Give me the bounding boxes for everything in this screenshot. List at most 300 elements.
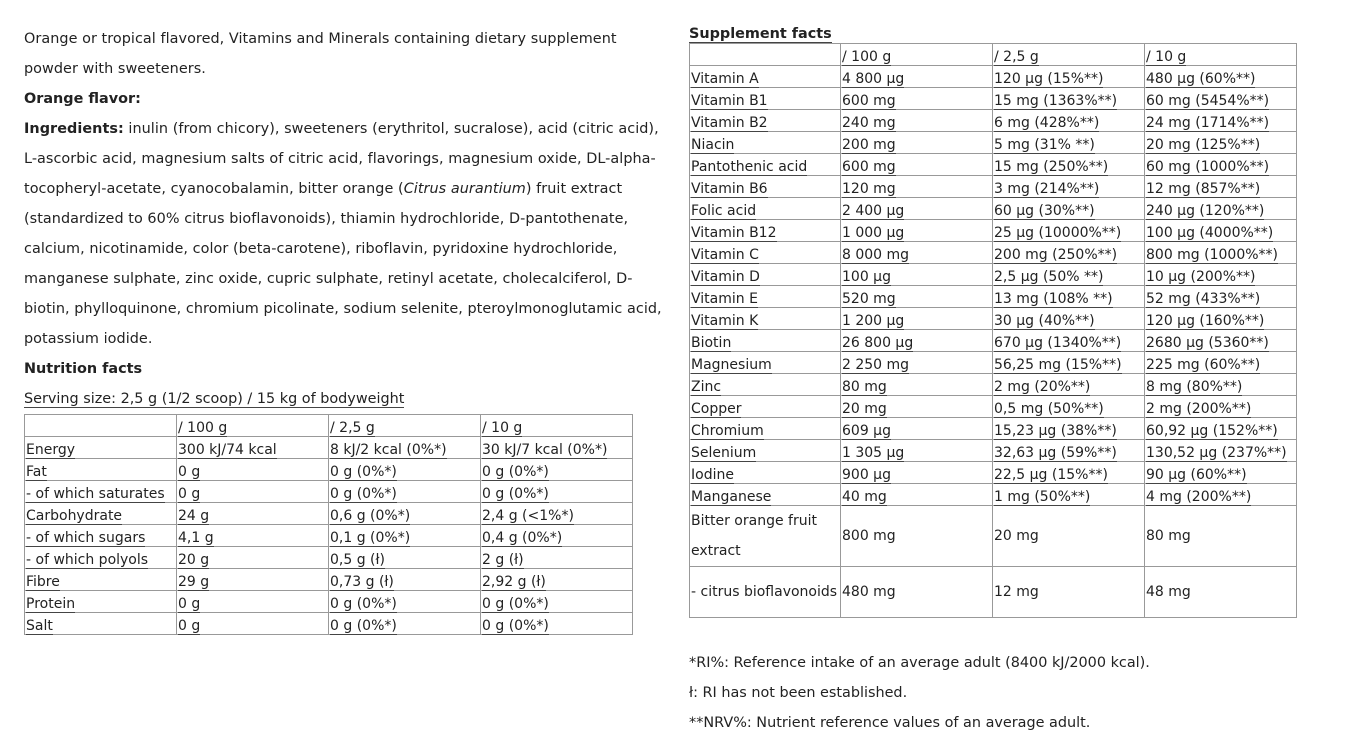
table-cell [841,506,993,567]
cell-text: 20 mg [994,528,1039,544]
table-cell [841,440,993,462]
cell-text: 225 mg (60%**) [1146,357,1261,373]
cell-text: 2 mg (20%**) [994,379,1091,395]
table-row [25,547,633,569]
table-cell [690,506,841,567]
cell-text: 120 µg (15%**) [994,71,1104,87]
cell-text: 1 305 µg [842,445,905,461]
table-cell [993,330,1145,352]
cell-text: 200 mg [842,137,896,153]
cell-text: 15 mg (1363%**) [994,93,1118,109]
cell-text: 0 g (0%*) [330,486,397,502]
table-row [25,569,633,591]
cell-text: 0,6 g (0%*) [330,508,411,524]
cell-text: 600 mg [842,159,896,175]
cell-text: 520 mg [842,291,896,307]
table-cell [993,198,1145,220]
cell-text: 240 µg (120%**) [1146,203,1265,219]
cell-text: Vitamin D [691,269,760,285]
table-cell [690,66,841,88]
ingredients-text [24,114,674,354]
cell-text: 0 g [178,618,201,634]
cell-text: 60,92 µg (152%**) [1146,423,1278,439]
table-cell [481,415,633,437]
cell-text: 25 µg (10000%**) [994,225,1122,241]
cell-text: 60 µg (30%**) [994,203,1095,219]
table-cell [690,440,841,462]
table-cell [1145,132,1297,154]
table-cell [1145,66,1297,88]
table-cell [690,374,841,396]
cell-text: 32,63 µg (59%**) [994,445,1117,461]
cell-text: 670 µg (1340%**) [994,335,1122,351]
cell-text: 200 mg (250%**) [994,247,1118,263]
supplement-facts-title-text: Supplement facts [689,26,832,42]
table-cell [177,437,329,459]
cell-text: 60 mg (1000%**) [1146,159,1270,175]
cell-text: 609 µg [842,423,891,439]
table-cell [841,567,993,618]
cell-text: / 100 g [178,420,228,436]
cell-text: 600 mg [842,93,896,109]
table-row [690,396,1297,418]
table-row [25,459,633,481]
cell-text: 30 kJ/7 kcal (0%*) [482,442,608,458]
footnote-not-established: ł: RI has not been established. [689,685,908,701]
cell-text: Manganese [691,489,772,505]
cell-text: 0 g [178,486,201,502]
cell-text: 15 mg (250%**) [994,159,1109,175]
cell-text: 240 mg [842,115,896,131]
cell-text: 30 µg (40%**) [994,313,1095,329]
cell-text: Fat [26,464,47,480]
table-row [690,374,1297,396]
table-cell [841,352,993,374]
table-row [690,132,1297,154]
table-cell [177,503,329,525]
table-cell [481,569,633,591]
cell-text: 5 mg (31% **) [994,137,1095,153]
table-cell [481,613,633,635]
table-row [25,503,633,525]
table-cell [690,220,841,242]
cell-text: / 10 g [482,420,523,436]
table-cell [690,110,841,132]
table-row [690,462,1297,484]
table-cell [1145,286,1297,308]
table-cell [690,418,841,440]
table-cell [841,396,993,418]
table-cell [481,459,633,481]
table-cell [329,437,481,459]
table-cell [1145,308,1297,330]
cell-text: 0 g [178,464,201,480]
cell-text: Niacin [691,137,735,153]
table-cell [841,330,993,352]
cell-text: 2,5 µg (50% **) [994,269,1104,285]
table-cell [690,567,841,618]
table-cell [329,591,481,613]
table-cell [690,198,841,220]
table-cell [690,308,841,330]
table-cell [841,484,993,506]
cell-text: 800 mg [842,528,896,544]
table-cell [841,44,993,66]
cell-text: Copper [691,401,742,417]
table-cell [1145,88,1297,110]
table-cell [25,481,177,503]
table-cell [993,132,1145,154]
table-cell [841,462,993,484]
table-cell [1145,154,1297,176]
cell-text: 100 µg (4000%**) [1146,225,1274,241]
cell-text: 0 g (0%*) [330,464,397,480]
cell-text: Chromium [691,423,764,439]
product-description: Orange or tropical flavored, Vitamins and Minerals containing dietary supplement powder with sweeteners. [24,31,617,77]
table-row [690,88,1297,110]
footnote-nrv: **NRV%: Nutrient reference values of an average adult. [689,715,1091,731]
table-cell [177,591,329,613]
table-cell [841,286,993,308]
cell-text: Fibre [26,574,60,590]
table-row [690,440,1297,462]
table-cell [993,66,1145,88]
table-cell [841,154,993,176]
table-cell [690,242,841,264]
cell-text: 0,4 g (0%*) [482,530,563,546]
cell-text: Energy [26,442,76,458]
table-cell [25,459,177,481]
table-cell [690,396,841,418]
cell-text: 20 mg [842,401,887,417]
cell-text: 300 kJ/74 kcal [178,442,277,458]
cell-text: 1 200 µg [842,313,905,329]
cell-text: 8 mg (80%**) [1146,379,1243,395]
table-cell [1145,567,1297,618]
table-cell [841,264,993,286]
table-cell [177,415,329,437]
cell-text: Pantothenic acid [691,159,808,175]
table-row [690,44,1297,66]
table-row [690,176,1297,198]
cell-text: 4,1 g [178,530,214,546]
table-cell [177,459,329,481]
table-cell [841,176,993,198]
table-cell [690,132,841,154]
table-row [25,613,633,635]
cell-text: 2680 µg (5360**) [1146,335,1269,351]
cell-text: 0 g (0%*) [482,596,549,612]
cell-text: 20 mg (125%**) [1146,137,1261,153]
cell-text: 48 mg [1146,584,1191,600]
table-cell [841,418,993,440]
cell-text: Salt [26,618,53,634]
cell-text: Folic acid [691,203,757,219]
table-cell [993,440,1145,462]
table-cell [177,613,329,635]
cell-text: 2 250 mg [842,357,910,373]
cell-text: / 2,5 g [994,49,1039,65]
cell-text: 0 g (0%*) [330,618,397,634]
table-cell [993,44,1145,66]
table-cell [25,547,177,569]
table-cell [690,484,841,506]
table-cell [841,198,993,220]
cell-text: 29 g [178,574,210,590]
table-cell [481,503,633,525]
table-cell [993,396,1145,418]
table-cell [1145,176,1297,198]
table-cell [690,264,841,286]
table-cell [841,66,993,88]
orange-flavor-heading: Orange flavor: [24,91,141,107]
cell-text: Carbohydrate [26,508,123,524]
table-cell [993,352,1145,374]
table-row [690,110,1297,132]
right-column [689,25,1299,738]
cell-text: 3 mg (214%**) [994,181,1100,197]
cell-text: 0,73 g (ł) [330,574,394,590]
cell-text: 8 kJ/2 kcal (0%*) [330,442,447,458]
table-cell [1145,264,1297,286]
cell-text: 800 mg (1000%**) [1146,247,1279,263]
cell-text: 10 µg (200%**) [1146,269,1256,285]
supplement-facts-table [689,43,1297,618]
table-cell [841,308,993,330]
cell-text: 1 mg (50%**) [994,489,1091,505]
table-cell [329,569,481,591]
table-cell [993,110,1145,132]
ingredients-part2: ) fruit extract (standardized to 60% citrus bioflavonoids), thiamin hydrochloride, D-pantothenate, calcium, nicotinamide, color (beta-carotene), riboflavin, pyridoxine hydrochloride, manganese sulphate, zinc oxide, cupric sulphate, retinyl acetate, cholecalciferol, D-biotin, phylloquinone, chromium picolinate, sodium selenite, pteroylmonoglutamic acid, potassium iodide. [24,181,662,347]
table-cell [690,330,841,352]
table-cell [25,591,177,613]
cell-text: 4 mg (200%**) [1146,489,1252,505]
cell-text: 0,1 g (0%*) [330,530,411,546]
table-row [690,242,1297,264]
cell-text: Vitamin C [691,247,759,263]
cell-text: 120 µg (160%**) [1146,313,1265,329]
cell-text: Zinc [691,379,722,395]
table-cell [1145,440,1297,462]
table-row [690,567,1297,618]
cell-text: Vitamin K [691,313,759,329]
cell-text: 60 mg (5454%**) [1146,93,1270,109]
cell-text: 40 mg [842,489,887,505]
cell-text: 2 g (ł) [482,552,524,568]
table-cell [993,418,1145,440]
cell-text: - citrus bioflavonoids [691,584,838,600]
table-cell [1145,396,1297,418]
table-cell [329,613,481,635]
cell-text: 2,92 g (ł) [482,574,546,590]
table-row [25,415,633,437]
footnote-ri: *RI%: Reference intake of an average adult (8400 kJ/2000 kcal). [689,655,1150,671]
serving-size-text: Serving size: 2,5 g (1/2 scoop) / 15 kg of bodyweight [24,391,405,407]
cell-text: Selenium [691,445,757,461]
table-cell [841,242,993,264]
table-row [690,264,1297,286]
cell-text: / 10 g [1146,49,1187,65]
table-cell [690,352,841,374]
table-cell [329,481,481,503]
cell-text: 13 mg (108% **) [994,291,1113,307]
table-row [25,591,633,613]
table-cell [1145,462,1297,484]
cell-text: Magnesium [691,357,772,373]
table-cell [993,176,1145,198]
cell-text: 12 mg (857%**) [1146,181,1261,197]
cell-text: 0 g [178,596,201,612]
cell-text: 2 mg (200%**) [1146,401,1252,417]
table-cell [993,220,1145,242]
table-cell [25,503,177,525]
cell-text: 24 mg (1714%**) [1146,115,1270,131]
table-cell [993,506,1145,567]
cell-text: 0 g (0%*) [330,596,397,612]
table-row [690,484,1297,506]
cell-text: 480 µg (60%**) [1146,71,1256,87]
table-row [690,418,1297,440]
cell-text: Vitamin A [691,71,759,87]
cell-text: 0,5 g (ł) [330,552,385,568]
nutrition-facts-table [24,414,633,635]
serving-size [24,384,674,414]
supplement-facts-title [689,25,1299,43]
cell-text: 26 800 µg [842,335,914,351]
table-row [690,66,1297,88]
cell-text: - of which saturates [26,486,165,502]
cell-text: 90 µg (60%**) [1146,467,1247,483]
table-cell [993,308,1145,330]
table-row [690,154,1297,176]
cell-text: 24 g [178,508,210,524]
nutrition-facts-title: Nutrition facts [24,361,143,377]
table-cell [841,88,993,110]
table-cell [690,44,841,66]
table-cell [25,415,177,437]
ingredients-latin: Citrus aurantium [403,181,526,197]
table-cell [177,547,329,569]
cell-text: 130,52 µg (237%**) [1146,445,1287,461]
cell-text: 480 mg [842,584,896,600]
table-cell [1145,44,1297,66]
table-cell [690,462,841,484]
table-cell [690,154,841,176]
table-cell [993,264,1145,286]
table-cell [481,437,633,459]
cell-text: / 100 g [842,49,892,65]
ingredients-part1: inulin (from chicory), sweeteners (erythritol, sucralose), acid (citric acid), L-ascorbic acid, magnesium salts of citric acid, flavorings, magnesium oxide, DL-alpha-tocopheryl-acetate, cyanocobalamin, bitter orange ( [24,121,659,197]
table-row [690,352,1297,374]
table-cell [177,569,329,591]
table-cell [25,437,177,459]
table-cell [177,525,329,547]
table-row [690,308,1297,330]
cell-text: 80 mg [842,379,887,395]
cell-text: Vitamin E [691,291,758,307]
table-cell [993,462,1145,484]
table-cell [690,286,841,308]
table-cell [1145,484,1297,506]
cell-text: 52 mg (433%**) [1146,291,1261,307]
table-cell [329,459,481,481]
cell-text: Vitamin B1 [691,93,768,109]
cell-text: Biotin [691,335,732,351]
cell-text: Bitter orange fruit extract [691,513,817,559]
cell-text: 15,23 µg (38%**) [994,423,1117,439]
table-row [25,437,633,459]
table-row [690,330,1297,352]
cell-text: 2,4 g (<1%*) [482,508,574,524]
table-row [25,525,633,547]
table-cell [481,481,633,503]
table-row [690,220,1297,242]
cell-text: 22,5 µg (15%**) [994,467,1108,483]
table-row [690,506,1297,567]
cell-text: Vitamin B2 [691,115,768,131]
table-cell [993,484,1145,506]
table-cell [690,176,841,198]
cell-text: 100 µg [842,269,891,285]
table-cell [329,503,481,525]
cell-text: Iodine [691,467,734,483]
footnotes [689,648,1299,738]
cell-text: 6 mg (428%**) [994,115,1100,131]
table-cell [25,569,177,591]
table-cell [841,374,993,396]
cell-text: Vitamin B12 [691,225,777,241]
table-cell [481,591,633,613]
table-row [25,481,633,503]
table-cell [25,613,177,635]
table-cell [993,567,1145,618]
cell-text: 8 000 mg [842,247,910,263]
table-cell [329,415,481,437]
cell-text: Protein [26,596,76,612]
table-cell [993,286,1145,308]
ingredients-label: Ingredients: [24,121,124,137]
cell-text: 120 mg [842,181,896,197]
table-cell [993,242,1145,264]
table-cell [841,132,993,154]
table-cell [841,220,993,242]
table-cell [481,547,633,569]
table-cell [1145,418,1297,440]
cell-text: 0 g (0%*) [482,618,549,634]
cell-text: 12 mg [994,584,1039,600]
table-cell [1145,110,1297,132]
left-column [24,24,674,635]
table-cell [1145,220,1297,242]
cell-text: 1 000 µg [842,225,905,241]
table-cell [690,88,841,110]
cell-text: 0,5 mg (50%**) [994,401,1104,417]
cell-text: 4 800 µg [842,71,905,87]
table-cell [1145,374,1297,396]
table-cell [1145,330,1297,352]
table-cell [1145,242,1297,264]
cell-text: Vitamin B6 [691,181,768,197]
cell-text: 2 400 µg [842,203,905,219]
table-cell [177,481,329,503]
table-cell [1145,198,1297,220]
table-cell [993,88,1145,110]
table-row [690,286,1297,308]
cell-text: 56,25 mg (15%**) [994,357,1122,373]
table-cell [481,525,633,547]
table-cell [329,525,481,547]
cell-text: 0 g (0%*) [482,486,549,502]
